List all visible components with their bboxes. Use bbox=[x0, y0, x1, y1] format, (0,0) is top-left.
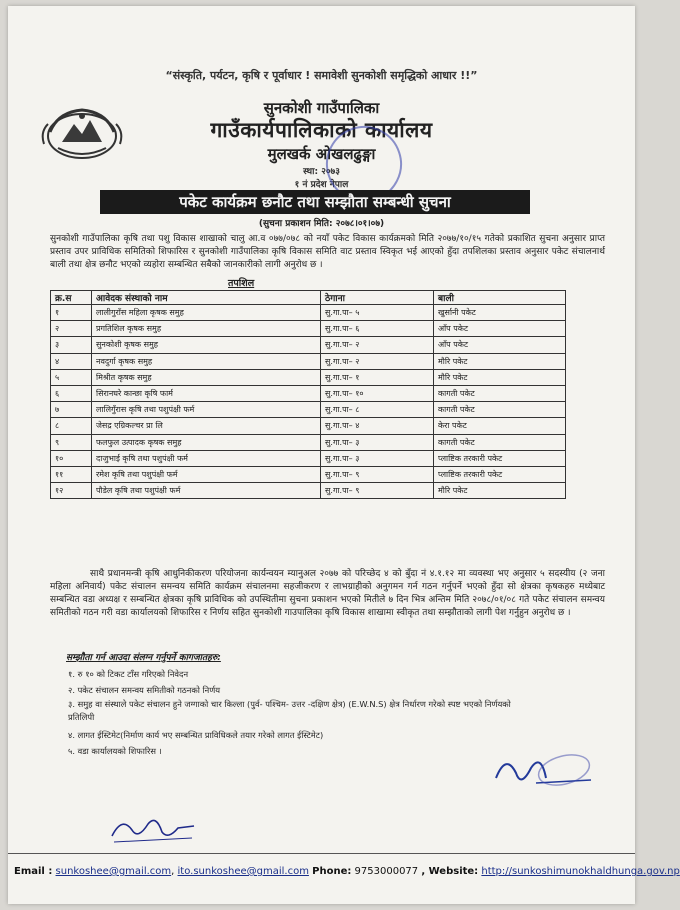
email-link-secondary[interactable]: ito.sunkoshee@gmail.com bbox=[177, 866, 309, 877]
cell-applicant: लालिगुँरास कृषि तथा पशुपंक्षी फर्म bbox=[92, 402, 321, 418]
committee-paragraph: साथै प्रधानमन्त्री कृषि आधुनिकीकरण परियोजना कार्यन्वयन म्यानुअल २०७७ को परिच्छेद ४ को बुँदा नं ४.१.१२ मा व्यवस्था भए अनुसार ५ सदस्यीय (२ जना महिला अनिवार्य) पकेट संचालन समन्वय समिति कार्यक्रम संचालनमा सहजीकरण र लाभग्राहीको अनुगमन गर्न गठन गर्नुपर्ने भएको हुँदा सो क्षेत्रका कृषकहरु मध्येबाट सम्बन्धित वडा अध्यक्ष र सम्बन्धित क्षेत्रका कृषि प्राविधिक को उपस्थितीमा सुचना प्रकाशन भएको मितीले ७ दिन भित्र अन्तिम मिति २०७८/०१/०८ गते पकेट संचालन समन्वय समितीको गठन गरी वडा कार्यालयको शिफारिस र निर्णय सहित सुनकोशी गाउपालिका कृषि विकास शाखामा स्वीकृत तथा सम्झौताको लागी पेश गर्नुहुन अनुरोध छ । bbox=[50, 569, 605, 618]
table-row bbox=[51, 402, 566, 418]
list-item: १. रु १० को टिकट टाँस गरिएको निवेदन bbox=[68, 669, 189, 679]
cell-crop: मौरि पकेट bbox=[434, 353, 566, 369]
table-row bbox=[51, 418, 566, 434]
list-item: २. पकेट संचालन समन्वय समितीको गठनको निर्णय bbox=[68, 685, 221, 695]
cell-applicant: नवदुर्गा कृषक समुह bbox=[92, 353, 321, 369]
email-label: Email : bbox=[14, 866, 53, 877]
cell-sn: ४ bbox=[51, 353, 92, 369]
email-separator: , bbox=[171, 866, 175, 877]
cell-applicant: लालीगुराँस महिला कृषक समुह bbox=[92, 305, 321, 321]
email-link-primary[interactable]: sunkoshee@gmail.com bbox=[55, 866, 172, 877]
notice-title: पकेट कार्यक्रम छनौट तथा सम्झौता सम्बन्धी सुचना bbox=[100, 190, 530, 214]
list-item: ५. वडा कार्यालयको शिफारिस । bbox=[68, 746, 162, 756]
cell-applicant: दाजुभाई कृषि तथा पशुपंक्षी फर्म bbox=[92, 450, 321, 466]
table-row bbox=[51, 369, 566, 385]
cell-address: सु.गा.पा– ९ bbox=[321, 483, 434, 499]
table-row bbox=[51, 353, 566, 369]
table-row bbox=[51, 385, 566, 401]
cell-sn: ३ bbox=[51, 337, 92, 353]
cell-sn: १ bbox=[51, 305, 92, 321]
cell-address: सु.गा.पा– ८ bbox=[321, 402, 434, 418]
cell-crop: केरा पकेट bbox=[434, 418, 566, 434]
intro-paragraph: सुनकोशी गाउँपालिका कृषि तथा पशु विकास शाखाको चालु आ.व ०७७/०७८ को नयाँ पकेट विकास कार्यक्रमको मिति २०७७/१०/१५ गतेको प्रकाशित सुचना अनुसार प्राप्त प्रस्ताव उपर प्राविधिक समितिको शिफारिस र सुनकोशी गाउँपालिका कृषि विकास समिति वाट प्रस्ताव स्विकृत भई आएको हुँदा तपशिलका प्रस्ताव अनुसार पकेट संचालनार्थ बाली तथा क्षेत्र छनौट भएको व्यहोरा सम्बन्धित सबैको जानकारीको लागी अनुरोध छ । bbox=[50, 234, 605, 270]
cell-applicant: सुनकोशी कृषक समुह bbox=[92, 337, 321, 353]
pocket-selection-table bbox=[50, 290, 566, 499]
phone-number: 9753000077 bbox=[354, 866, 419, 877]
table-row bbox=[51, 450, 566, 466]
table-header-row bbox=[51, 291, 566, 305]
org-name-municipality: सुनकोशी गाउँपालिका bbox=[263, 99, 380, 117]
cell-applicant: प्रगतिशिल कृषक समुह bbox=[92, 321, 321, 337]
cell-applicant: पौडेल कृषि तथा पशुपंक्षी फर्म bbox=[92, 483, 321, 499]
cell-applicant: रमेश कृषि तथा पशुपंक्षी फर्म bbox=[92, 466, 321, 482]
notice-page bbox=[8, 6, 680, 904]
cell-sn: ६ bbox=[51, 385, 92, 401]
documents-list bbox=[68, 666, 528, 759]
cell-address: सु.गा.पा– २ bbox=[321, 353, 434, 369]
cell-crop: आँप पकेट bbox=[434, 321, 566, 337]
footer-divider bbox=[8, 853, 635, 854]
documents-heading: सम्झौता गर्न आउदा संलग्न गर्नुपर्ने कागजातहरु: bbox=[66, 653, 221, 663]
signature-left-icon bbox=[108, 810, 198, 848]
table-row bbox=[51, 466, 566, 482]
cell-crop: आँप पकेट bbox=[434, 337, 566, 353]
list-item: ३. समुह वा संस्थाले पकेट संचालन हुने जग्गाको चार किल्ला (पुर्व- पश्चिम- उत्तर -दक्षिण क्षेत्र) (E.W.N.S) क्षेत्र निर्धारण गरेको स्पष्ट भएको निर्णयको प्रतिलिपी bbox=[68, 699, 511, 722]
col-header-crop: बाली bbox=[434, 291, 566, 305]
table-row bbox=[51, 434, 566, 450]
col-header-applicant: आवेदक संस्थाको नाम bbox=[92, 291, 321, 305]
publish-date: (सुचना प्रकाशन मिति: २०७८।०१।०७) bbox=[258, 219, 385, 229]
cell-address: सु.गा.पा– २ bbox=[321, 337, 434, 353]
cell-crop: प्लाष्टिक तरकारी पकेट bbox=[434, 466, 566, 482]
cell-crop: कागती पकेट bbox=[434, 385, 566, 401]
slogan: “संस्कृति, पर्यटन, कृषि र पूर्वाधार ! समावेशी सुनकोशी समृद्धिको आधार !!” bbox=[165, 69, 478, 82]
cell-crop: प्लाष्टिक तरकारी पकेट bbox=[434, 450, 566, 466]
cell-address: सु.गा.पा– ६ bbox=[321, 321, 434, 337]
cell-sn: १२ bbox=[51, 483, 92, 499]
cell-address: सु.गा.पा– १० bbox=[321, 385, 434, 401]
table-caption: तपशिल bbox=[228, 278, 255, 289]
cell-sn: ११ bbox=[51, 466, 92, 482]
cell-address: सु.गा.पा– ४ bbox=[321, 418, 434, 434]
cell-applicant: जेसद्र एग्रिकल्चर प्रा लि bbox=[92, 418, 321, 434]
cell-sn: ७ bbox=[51, 402, 92, 418]
cell-address: सु.गा.पा– ३ bbox=[321, 434, 434, 450]
table-row bbox=[51, 483, 566, 499]
cell-crop: कागती पकेट bbox=[434, 402, 566, 418]
cell-crop: मौरि पकेट bbox=[434, 483, 566, 499]
cell-applicant: मिश्रीत कृषक समुह bbox=[92, 369, 321, 385]
footer-contact bbox=[14, 866, 680, 877]
col-header-sn: क्र.स bbox=[51, 291, 92, 305]
cell-sn: ५ bbox=[51, 369, 92, 385]
cell-sn: ८ bbox=[51, 418, 92, 434]
table-row bbox=[51, 337, 566, 353]
established-year: स्था: २०७३ bbox=[303, 167, 340, 177]
phone-label: Phone: bbox=[312, 866, 352, 877]
cell-crop: खुर्सानी पकेट bbox=[434, 305, 566, 321]
cell-address: सु.गा.पा– ३ bbox=[321, 450, 434, 466]
col-header-address: ठेगाना bbox=[321, 291, 434, 305]
cell-sn: १० bbox=[51, 450, 92, 466]
cell-address: सु.गा.पा– ५ bbox=[321, 305, 434, 321]
list-item: ४. लागत ईस्टिमेट(निर्माण कार्य भए सम्बन्धित प्राविधिकले तयार गरेको लागत ईस्टिमेट) bbox=[68, 730, 324, 740]
org-name-office: गाउँकार्यपालिकाको कार्यालय bbox=[210, 118, 433, 142]
cell-applicant: फलफुल उत्पादक कृषक समुह bbox=[92, 434, 321, 450]
cell-crop: मौरि पकेट bbox=[434, 369, 566, 385]
cell-address: सु.गा.पा– १ bbox=[321, 369, 434, 385]
website-link[interactable]: http://sunkoshimunokhaldhunga.gov.np bbox=[481, 866, 680, 877]
table-row bbox=[51, 305, 566, 321]
cell-sn: २ bbox=[51, 321, 92, 337]
cell-applicant: सिरानघरे कान्छा कृषि फार्म bbox=[92, 385, 321, 401]
cell-sn: ९ bbox=[51, 434, 92, 450]
cell-address: सु.गा.पा– ९ bbox=[321, 466, 434, 482]
org-address: मुलखर्क ओखलढुङ्गा bbox=[267, 145, 376, 163]
website-label: , Website: bbox=[421, 866, 479, 877]
cell-crop: कागती पकेट bbox=[434, 434, 566, 450]
table-row bbox=[51, 321, 566, 337]
province-line: १ नं प्रदेश नेपाल bbox=[294, 180, 349, 190]
signature-right-icon bbox=[486, 748, 596, 803]
